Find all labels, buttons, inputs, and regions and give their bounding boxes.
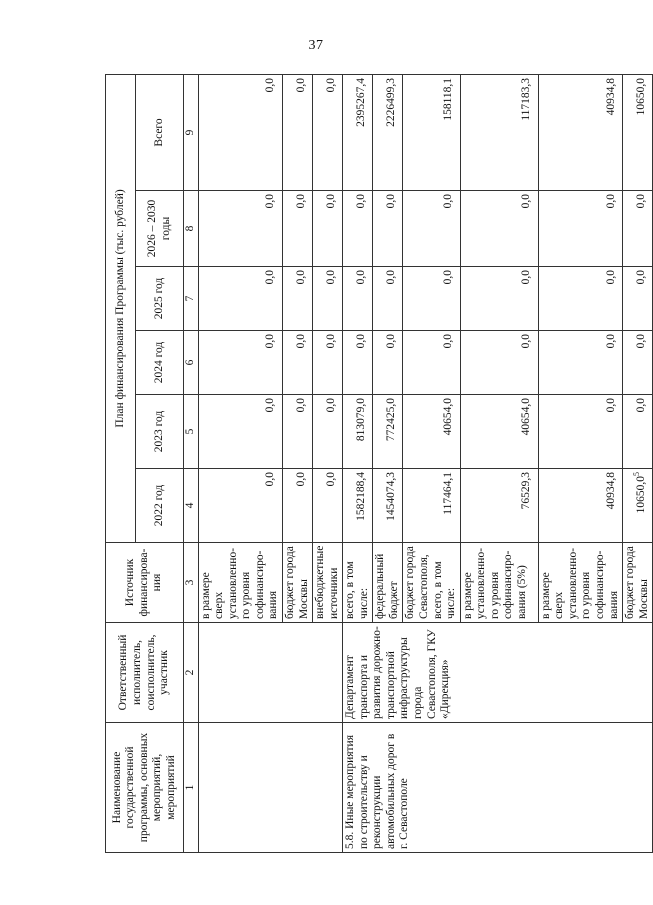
header-executor: Ответственный исполнитель, соисполнитель, участник: [106, 623, 184, 723]
col-number: 5: [184, 395, 199, 469]
col-number: 9: [184, 74, 199, 190]
value-cell: 0,0: [373, 267, 403, 331]
funding-table-rotated: [105, 75, 650, 853]
value-cell: 0,0: [198, 191, 282, 267]
header-year-2024: 2024 год: [136, 331, 184, 395]
source-cell: федеральный бюджет: [373, 543, 403, 623]
value-cell: 813079,0: [343, 395, 373, 469]
source-cell: бюджет города Москвы: [282, 543, 312, 623]
col-number: 3: [184, 543, 199, 623]
value-cell: 0,0: [460, 331, 538, 395]
value-cell: 76529,3: [460, 469, 538, 543]
header-program: Наименование государственной программы, основных мероприятий, мероприятий: [106, 723, 184, 853]
value-cell: 0,0: [403, 267, 460, 331]
value-cell: 0,0: [623, 395, 653, 469]
value-cell: 0,0: [313, 74, 343, 190]
header-plan: План финансирования Программы (тыс. рублей): [106, 74, 136, 542]
value-cell: 0,0: [313, 331, 343, 395]
value-cell: 0,0: [313, 267, 343, 331]
value-cell: 0,0: [460, 267, 538, 331]
value-cell: 117464,1: [403, 469, 460, 543]
header-total: Всего: [136, 74, 184, 190]
value-cell: 40934,8: [538, 74, 622, 190]
column-number-row: [184, 74, 199, 852]
col-number: 7: [184, 267, 199, 331]
value-cell: 0,0: [343, 191, 373, 267]
value-cell: 0,0: [313, 469, 343, 543]
value-cell: 0,0: [623, 267, 653, 331]
value-cell: 1582188,4: [343, 469, 373, 543]
value-cell: 1454074,3: [373, 469, 403, 543]
value-cell: 0,0: [623, 191, 653, 267]
footnote-mark: 5: [631, 472, 641, 476]
value-cell: 0,0: [313, 191, 343, 267]
source-cell: в размере установленно-го уровня софинансиро-вания (5%): [460, 543, 538, 623]
col-number: 4: [184, 469, 199, 543]
value-cell: 0,0: [343, 267, 373, 331]
value-cell-with-footnote: [623, 469, 653, 543]
table-row: [343, 74, 373, 852]
value-cell: 0,0: [282, 331, 312, 395]
value-cell: 0,0: [282, 267, 312, 331]
value-cell: 0,0: [538, 395, 622, 469]
header-year-2023: 2023 год: [136, 395, 184, 469]
value-cell: 0,0: [282, 469, 312, 543]
value-cell: 117183,3: [460, 74, 538, 190]
value-cell: 0,0: [373, 191, 403, 267]
program-cell-empty: [198, 723, 343, 853]
value-cell: 2395267,4: [343, 74, 373, 190]
header-year-2026-2030: 2026 – 2030 годы: [136, 191, 184, 267]
page-number: 37: [308, 38, 324, 53]
value-cell: 0,0: [403, 191, 460, 267]
value-cell: 0,0: [538, 267, 622, 331]
value-cell: 158118,1: [403, 74, 460, 190]
source-cell: бюджет города Севастополя, всего, в том числе:: [403, 543, 460, 623]
measure-executor: Департамент транспорта и развития дорожно-транспортной инфраструктуры города Севастополя, ГКУ «Дирекция»: [343, 623, 653, 723]
value-cell: 0,0: [198, 395, 282, 469]
value-cell: 0,0: [198, 331, 282, 395]
col-number: 6: [184, 331, 199, 395]
value-cell: 10650,0: [623, 74, 653, 190]
funding-table: [105, 74, 653, 853]
value-cell: 772425,0: [373, 395, 403, 469]
measure-name: 5.8. Иные мероприятия по строительству и реконструкции автомобильных дорог в г. Севастополе: [343, 723, 653, 853]
header-source: Источник финансирова-ния: [106, 543, 184, 623]
value-cell: 0,0: [282, 395, 312, 469]
col-number: 2: [184, 623, 199, 723]
value-cell: 0,0: [313, 395, 343, 469]
value-cell: 0,0: [282, 74, 312, 190]
col-number: 8: [184, 191, 199, 267]
source-cell: бюджет города Москвы: [623, 543, 653, 623]
value-cell: 0,0: [403, 331, 460, 395]
source-cell: в размере сверх установленно-го уровня софинансиро-вания: [538, 543, 622, 623]
executor-cell-empty: [198, 623, 343, 723]
value-cell: 0,0: [343, 331, 373, 395]
value-cell: 2226499,3: [373, 74, 403, 190]
value-cell: 0,0: [198, 267, 282, 331]
value-cell: 40654,0: [460, 395, 538, 469]
value-cell: 40934,8: [538, 469, 622, 543]
value-cell: 0,0: [623, 331, 653, 395]
source-cell: в размере сверх установленно-го уровня софинансиро-вания: [198, 543, 282, 623]
col-number: 1: [184, 723, 199, 853]
value-cell: 0,0: [460, 191, 538, 267]
source-cell: всего, в том числе:: [343, 543, 373, 623]
value-cell: 0,0: [282, 191, 312, 267]
value-cell: 0,0: [373, 331, 403, 395]
value-cell: 0,0: [198, 469, 282, 543]
value-cell: 0,0: [198, 74, 282, 190]
header-year-2025: 2025 год: [136, 267, 184, 331]
source-cell: внебюджетные источники: [313, 543, 343, 623]
value-cell: 0,0: [538, 191, 622, 267]
value-cell: 0,0: [538, 331, 622, 395]
value-text: 10650,0: [634, 476, 647, 514]
header-year-2022: 2022 год: [136, 469, 184, 543]
table-row: [198, 74, 282, 852]
value-cell: 40654,0: [403, 395, 460, 469]
